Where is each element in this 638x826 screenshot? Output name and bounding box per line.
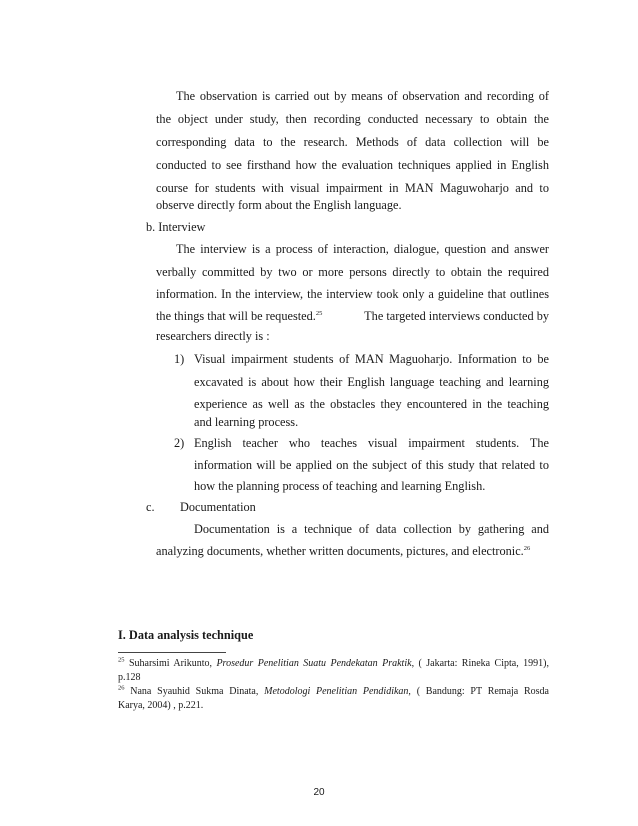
page-number: 20	[313, 787, 325, 798]
documentation-letter: c.	[146, 500, 155, 514]
paragraph-line: verbally committed by two or more persons directly to obtain the required	[156, 265, 549, 279]
list-item-line: how the planning process of teaching and learning English.	[194, 479, 486, 493]
paragraph-line	[156, 309, 549, 323]
paragraph-line: conducted to see firsthand how the evaluation techniques applied in English	[156, 158, 549, 172]
paragraph-line: course for students with visual impairment in MAN Maguwoharjo and to	[156, 181, 549, 195]
list-item-line: experience as well as the obstacles they encountered in the teaching	[194, 397, 549, 411]
list-number: 1)	[174, 352, 185, 366]
list-item-line: excavated is about how their English language teaching and learning	[194, 375, 549, 389]
line-part: the things that will be requested.$^{25}$	[156, 309, 323, 323]
footnote-25-cont: p.128	[118, 672, 141, 683]
list-item-line: and learning process.	[194, 415, 299, 429]
paragraph-line: observe directly form about the English language.	[156, 198, 402, 212]
paragraph-line: Documentation is a technique of data collection by gathering and	[194, 522, 549, 536]
footnote-26: $^{26}$ Nana Syauhid Sukma Dinata, Metodologi Penelitian Pendidikan, ( Bandung: PT Remaja Rosda	[118, 684, 549, 697]
paragraph-line: The observation is carried out by means of observation and recording of	[176, 89, 549, 103]
list-item-line: information will be applied on the subject of this study that related to	[194, 458, 549, 472]
paragraph-line: the object under study, then recording conducted necessary to obtain the	[156, 112, 549, 126]
footnote-ref-25[interactable]: 25	[315, 309, 323, 317]
paragraph-line: information. In the interview, the interview took only a guideline that outlines	[156, 287, 549, 301]
paragraph-line: The interview is a process of interaction, dialogue, question and answer	[176, 242, 549, 256]
documentation-heading: Documentation	[180, 500, 256, 514]
footnote-rule	[118, 652, 226, 653]
footnote-25: $^{25}$ Suharsimi Arikunto, Prosedur Penelitian Suatu Pendekatan Praktik, ( Jakarta: Rineka Cipta, 1991),	[118, 656, 549, 669]
footnote-ref-26[interactable]: 26	[523, 544, 531, 552]
list-item-line: Visual impairment students of MAN Maguoharjo. Information to be	[194, 352, 549, 366]
list-item-line: English teacher who teaches visual impairment students. The	[194, 436, 549, 450]
section-heading: I. Data analysis technique	[118, 628, 254, 642]
interview-heading: b. Interview	[146, 220, 206, 234]
paragraph-line: analyzing documents, whether written documents, pictures, and electronic.$^{26}$	[156, 544, 531, 558]
paragraph-line: corresponding data to the research. Methods of data collection will be	[156, 135, 549, 149]
paragraph-line: researchers directly is :	[156, 329, 270, 343]
line-part: The targeted interviews conducted by	[364, 309, 549, 323]
footnote-26-cont: Karya, 2004) , p.221.	[118, 700, 204, 711]
list-number: 2)	[174, 436, 185, 450]
